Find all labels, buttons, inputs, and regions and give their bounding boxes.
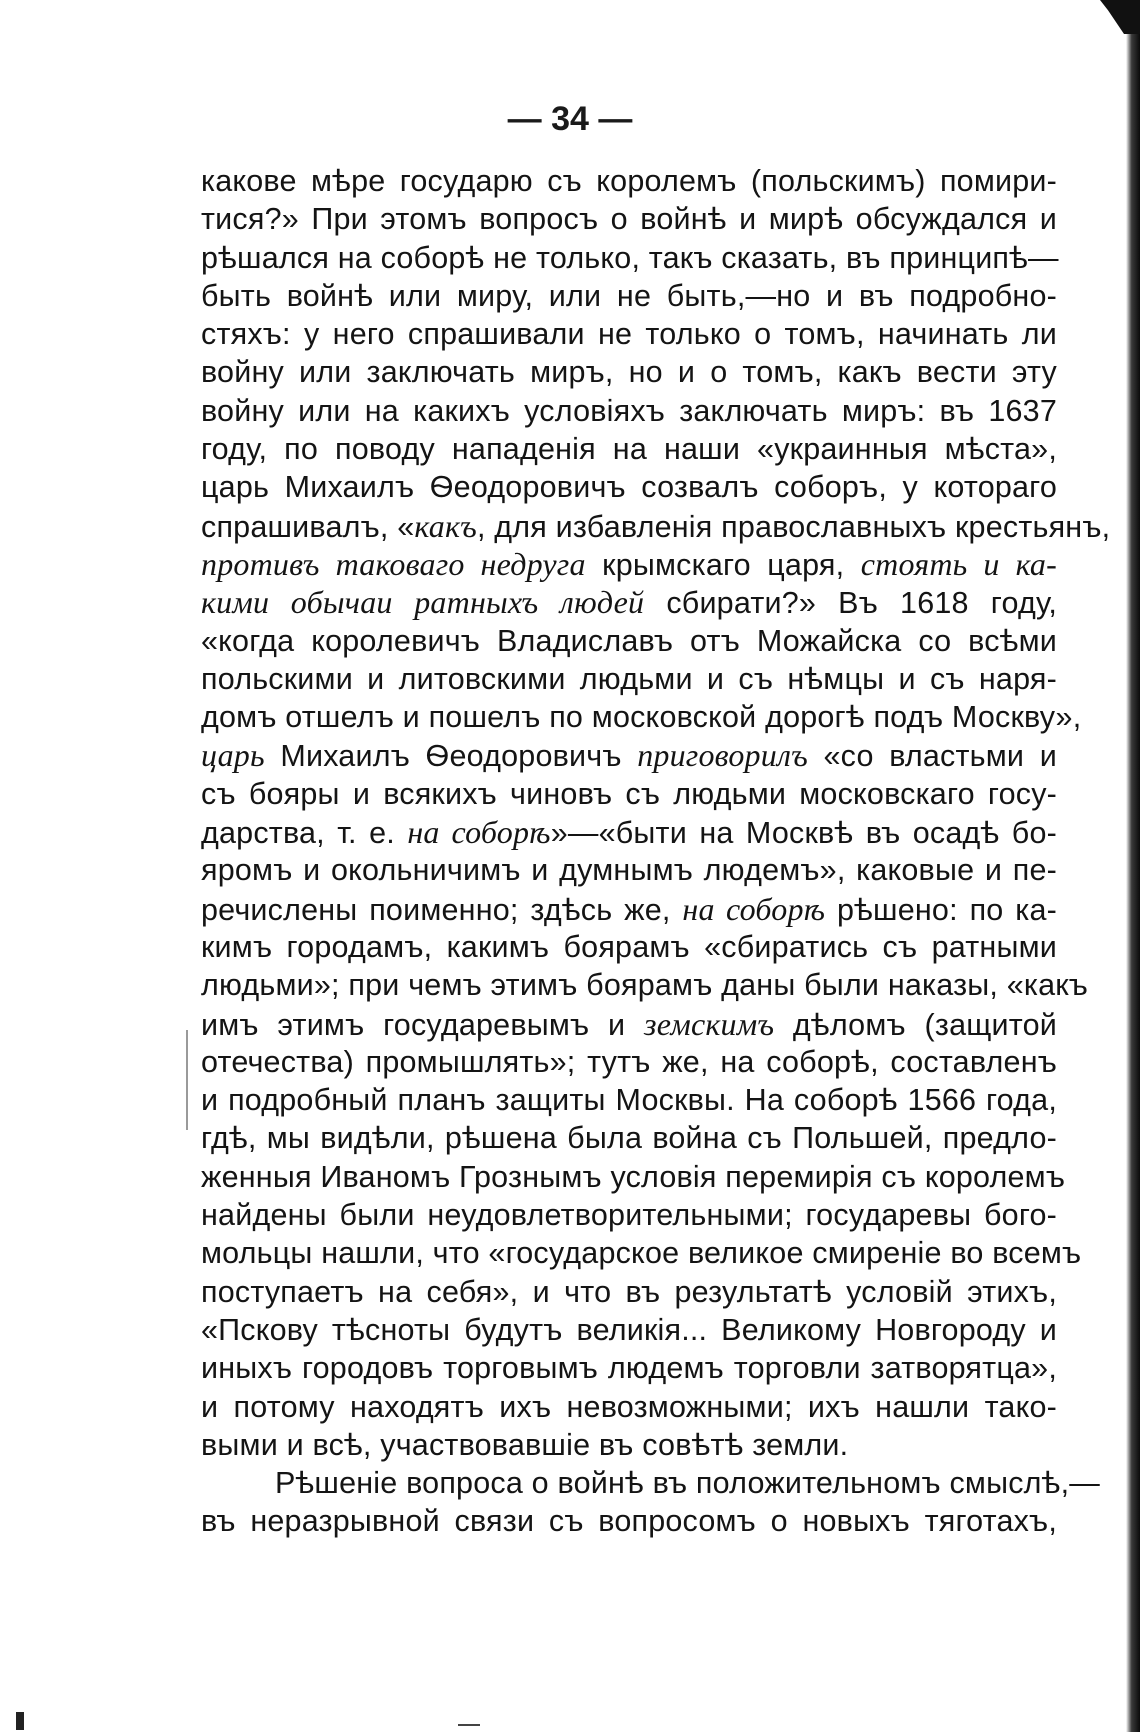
text-line: царь Михаилъ Ѳеодоровичъ созвалъ соборъ, у котораго <box>201 470 1057 505</box>
text-line: поступаетъ на себя», и что въ результатѣ условій этихъ, <box>201 1274 1057 1309</box>
text-segment: дарства, т. е. <box>201 816 408 851</box>
text-line: мольцы нашли, что «государское великое смиреніе во всемъ <box>201 1236 1082 1271</box>
text-segment: «со властьми и <box>807 739 1057 774</box>
text-line <box>201 507 1111 545</box>
text-line: гдѣ, мы видѣли, рѣшена была война съ Польшей, предло- <box>201 1121 1057 1156</box>
text-line: быть войнѣ или миру, или не быть,—но и въ подробно- <box>201 278 1057 313</box>
text-segment: имъ этимъ государевымъ и <box>201 1007 645 1042</box>
italic-text: на соборѣ <box>407 814 551 851</box>
text-segment: сбирати?» Въ 1618 году, <box>644 586 1058 621</box>
text-line: «Пскову тѣсноты будутъ великія... Великому Новгороду и <box>201 1312 1057 1347</box>
text-line: стяхъ: у него спрашивали не только о томъ, начинать ли <box>201 317 1057 352</box>
text-line: кимъ городамъ, какимъ боярамъ «сбиратись съ ратными <box>201 929 1057 964</box>
text-line: какове мѣре государю съ королемъ (польскимъ) помири- <box>201 164 1057 198</box>
scan-dash <box>458 1724 480 1726</box>
text-line: людьми»; при чемъ этимъ боярамъ даны были наказы, «какъ <box>201 968 1089 1003</box>
italic-text: какъ <box>414 507 477 544</box>
scan-scratch <box>186 1030 188 1130</box>
text-line: женныя Иваномъ Грознымъ условія перемирія съ королемъ <box>201 1159 1066 1194</box>
text-segment: , для избавленія православныхъ крестьянъ, <box>476 509 1111 544</box>
italic-text: противъ таковаго недруга <box>201 545 586 582</box>
text-line: отечества) промышлять»; тутъ же, на соборѣ, составленъ <box>201 1044 1057 1079</box>
italic-text: земскимъ <box>644 1005 775 1042</box>
text-segment: рѣшено: по ка- <box>825 892 1057 927</box>
page-number: — 34 — <box>507 100 633 138</box>
text-segment: Михаилъ Ѳеодоровичъ <box>264 739 638 774</box>
text-line: съ бояры и всякихъ чиновъ съ людьми московскаго госу- <box>201 776 1057 811</box>
body-text <box>201 162 1111 1541</box>
text-segment: »—«быти на Москвѣ въ осадѣ бо- <box>550 816 1057 851</box>
text-line: найдены были неудовлетворительными; государевы бого- <box>201 1198 1057 1233</box>
text-line <box>201 583 1057 621</box>
text-line: въ неразрывной связи съ вопросомъ о новыхъ тяготахъ, <box>201 1504 1057 1539</box>
text-segment: речислены поименно; здѣсь же, <box>201 892 683 927</box>
text-line: яромъ и окольничимъ и думнымъ людемъ», каковые и пе- <box>201 853 1057 888</box>
text-line: польскими и литовскими людьми и съ нѣмцы и съ наря- <box>201 661 1057 696</box>
scan-edge-shadow <box>1126 0 1140 1732</box>
text-line: войну или заключать миръ, но и о томъ, какъ вести эту <box>201 355 1057 390</box>
italic-text: кими обычаи ратныхъ людей <box>201 584 645 621</box>
text-line: войну или на какихъ условіяхъ заключать миръ: въ 1637 <box>201 393 1057 428</box>
text-line: иныхъ городовъ торговымъ людемъ торговли затворятца», <box>201 1351 1057 1386</box>
text-line: году, по поводу нападенія на наши «украинныя мѣста», <box>201 432 1057 467</box>
text-segment: спрашивалъ, « <box>201 509 415 544</box>
text-line: домъ отшелъ и пошелъ по московской дорогѣ подъ Москву», <box>201 700 1082 735</box>
text-segment: крымскаго царя, <box>585 547 861 582</box>
italic-text: на соборѣ <box>682 890 826 927</box>
text-line <box>201 1005 1057 1043</box>
text-line: «когда королевичъ Владиславъ отъ Можайска со всѣми <box>201 623 1057 658</box>
text-line: рѣшался на соборѣ не только, такъ сказать, въ принципѣ— <box>201 240 1059 275</box>
text-line: и потому находятъ ихъ невозможными; ихъ нашли тако- <box>201 1389 1057 1424</box>
text-line <box>201 890 1057 928</box>
italic-text: царь <box>201 737 265 774</box>
text-line <box>201 813 1057 851</box>
text-line: тися?» При этомъ вопросъ о войнѣ и мирѣ обсуждался и <box>201 202 1057 237</box>
text-line: выми и всѣ, участвовавшіе въ совѣтѣ земли. <box>201 1427 849 1462</box>
text-segment: дѣломъ (защитой <box>774 1007 1057 1042</box>
italic-text: приговорилъ <box>637 737 808 774</box>
scan-mark <box>16 1712 24 1730</box>
text-line: и подробный планъ защиты Москвы. На соборѣ 1566 года, <box>201 1083 1057 1118</box>
text-line <box>201 545 1057 583</box>
text-line <box>201 736 1057 774</box>
text-line: Рѣшеніе вопроса о войнѣ въ положительномъ смыслѣ,— <box>275 1466 1100 1501</box>
scan-corner-artifact <box>1100 0 1140 34</box>
italic-text: стоять и ка- <box>860 545 1057 582</box>
